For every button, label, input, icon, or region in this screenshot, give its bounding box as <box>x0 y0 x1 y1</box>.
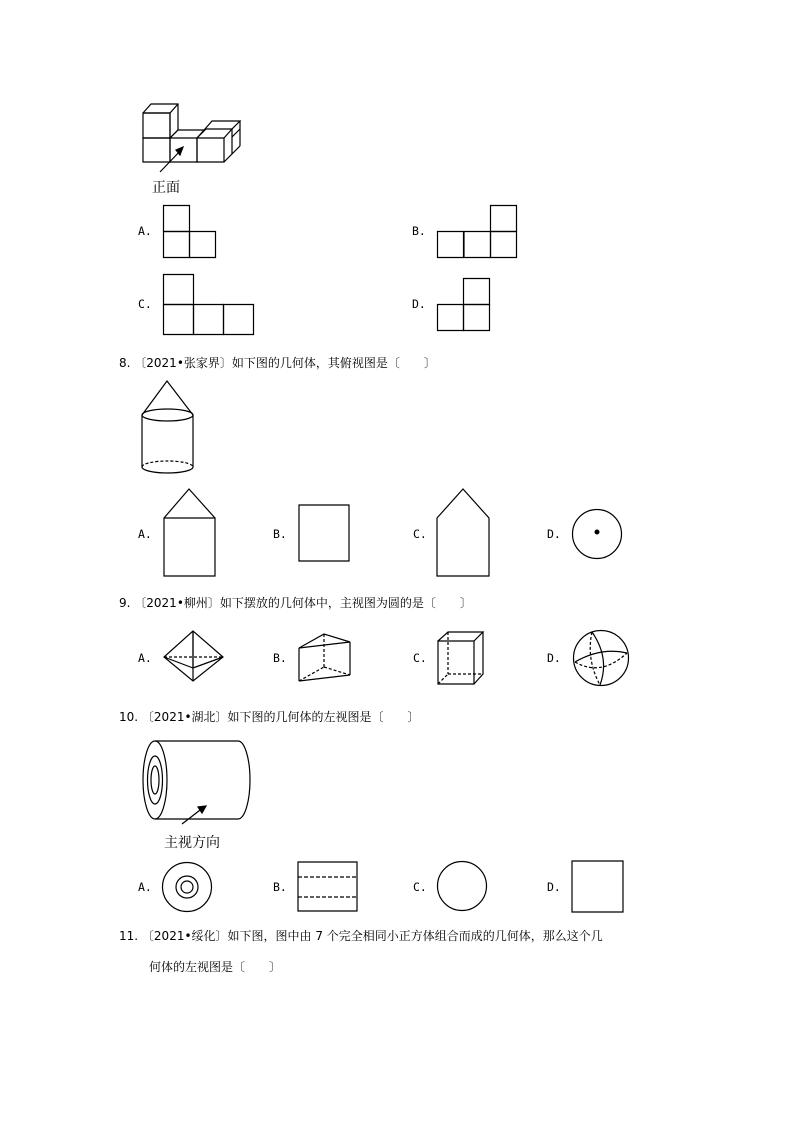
question-text-line-1: 〔2021•绥化〕如下图，图中由 7 个完全相同小正方体组合而成的几何体，那么这个几 <box>141 929 603 943</box>
option-c-label: C. <box>413 880 427 894</box>
option-d-figure <box>437 278 492 331</box>
front-caption: 正面 <box>152 180 180 196</box>
cube-stack-figure <box>0 0 794 200</box>
sphere-figure <box>572 629 630 687</box>
option-c-label: C. <box>413 651 427 665</box>
triangular-prism-figure <box>298 633 352 683</box>
question-number: 9. <box>119 596 131 610</box>
option-d-figure <box>571 508 623 560</box>
option-b-label: B. <box>273 527 287 541</box>
question-text: 〔2021•柳州〕如下摆放的几何体中，主视图为圆的是〔 〕 <box>134 596 472 610</box>
question-number: 8. <box>119 356 131 370</box>
option-a-figure <box>163 488 217 578</box>
option-a-label: A. <box>138 527 152 541</box>
option-c-figure <box>436 860 488 912</box>
option-d-label: D. <box>547 651 561 665</box>
option-b-figure <box>437 205 518 258</box>
option-b-figure <box>297 861 359 913</box>
option-d-label: D. <box>412 297 426 311</box>
question-number: 11. <box>119 929 139 943</box>
question-text: 〔2021•张家界〕如下图的几何体，其俯视图是〔 〕 <box>134 356 436 370</box>
question-text: 〔2021•湖北〕如下图的几何体的左视图是〔 〕 <box>141 710 420 724</box>
octahedron-figure <box>163 630 225 682</box>
option-a-figure <box>163 205 218 258</box>
arrow-icon <box>160 147 183 172</box>
option-b-label: B. <box>273 880 287 894</box>
arrow-icon <box>182 806 206 824</box>
option-a-figure <box>161 861 213 913</box>
option-d-label: D. <box>547 880 561 894</box>
option-d-label: D. <box>547 527 561 541</box>
option-c-figure <box>436 488 491 578</box>
option-a-label: A. <box>138 224 152 238</box>
option-a-label: A. <box>138 651 152 665</box>
hollow-cylinder-figure <box>142 740 252 822</box>
cube-figure <box>437 631 485 686</box>
option-b-label: B. <box>412 224 426 238</box>
option-a-label: A. <box>138 880 152 894</box>
option-c-label: C. <box>138 297 152 311</box>
option-c-label: C. <box>413 527 427 541</box>
question-number: 10. <box>119 710 139 724</box>
option-b-figure <box>298 504 351 562</box>
option-c-figure <box>163 274 256 336</box>
view-direction-caption: 主视方向 <box>164 835 220 851</box>
cone-cylinder-figure <box>140 380 196 476</box>
question-text-line-2: 何体的左视图是〔 〕 <box>149 960 282 974</box>
option-d-figure <box>571 860 625 913</box>
option-b-label: B. <box>273 651 287 665</box>
